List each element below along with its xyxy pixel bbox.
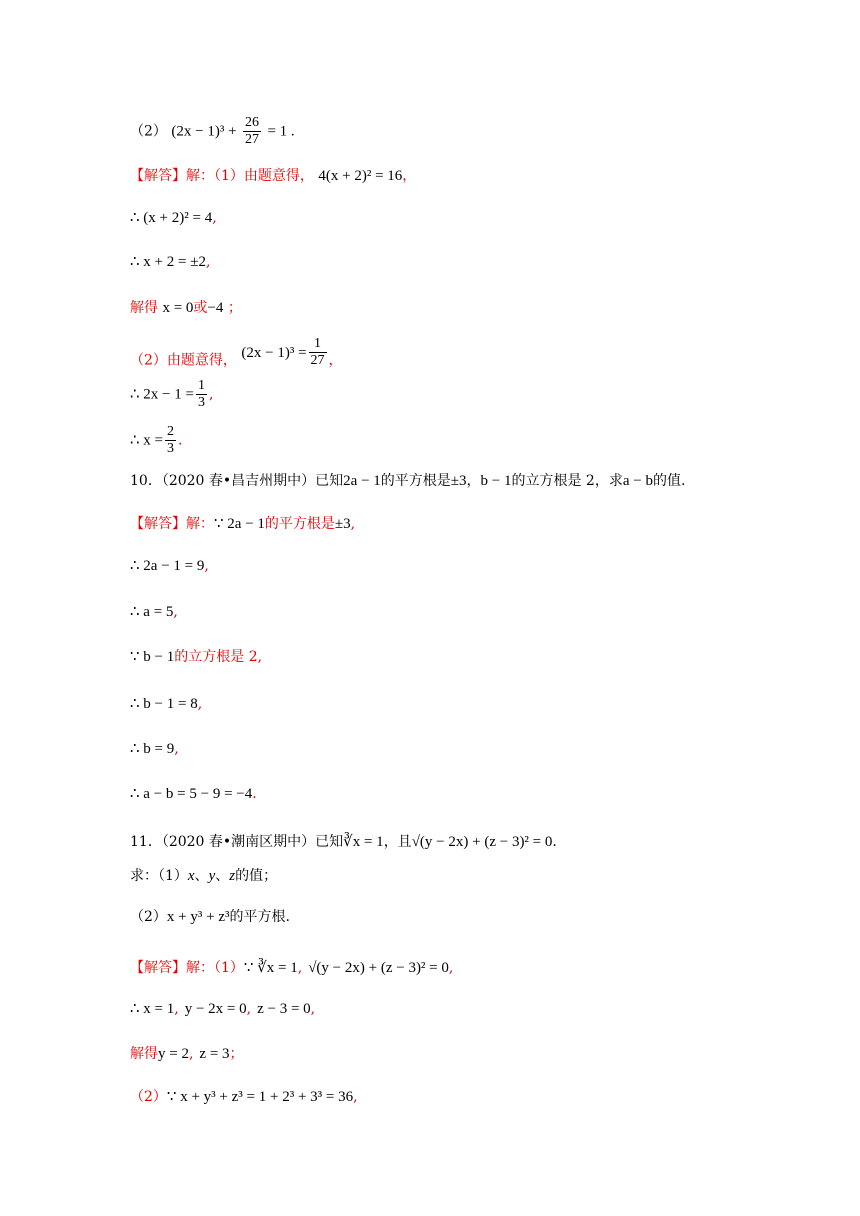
math: ∵ 2a − 1 — [214, 516, 265, 532]
fraction: $\frac{26}{27}$ — [244, 115, 259, 147]
equation: ∴ 2a − 1 = 9 — [130, 558, 205, 574]
text: 的平方根. — [229, 909, 290, 925]
math: 2a − 1 — [343, 473, 381, 489]
answer-10-line-5 — [130, 694, 202, 714]
equation: ∴ (x + 2)² = 4 — [130, 210, 213, 226]
equation: z − 3 = 0 — [257, 1001, 311, 1017]
punct: . — [178, 432, 183, 449]
equation: z = 3 — [199, 1046, 230, 1062]
text: （2）由题意得， — [130, 352, 237, 369]
punct: , — [204, 558, 209, 574]
text: . — [552, 834, 557, 850]
punct: , — [208, 386, 214, 403]
text: 的立方根是 2, — [174, 649, 263, 665]
text: （2） — [130, 1089, 167, 1105]
fraction: $\frac{1}{27}$ — [310, 336, 325, 368]
fraction: $\frac{1}{3}$ — [197, 378, 205, 410]
punct: , — [212, 210, 217, 226]
text: ，且 — [383, 834, 412, 850]
punct: , — [246, 1001, 252, 1017]
question-11-part-2 — [130, 907, 290, 927]
math: z — [229, 868, 236, 884]
equation: ∴ x = 1 — [130, 1001, 175, 1017]
answer-intro: 解： — [186, 516, 214, 532]
punct: ， — [402, 168, 417, 184]
answer-10-line-1 — [130, 514, 355, 534]
text: ， — [466, 473, 481, 489]
math: x — [187, 868, 195, 884]
text: 的平方根是 — [380, 473, 451, 489]
answer-11-line-1 — [130, 958, 453, 978]
part-label: （2） — [130, 123, 167, 140]
text: 、 — [215, 868, 230, 884]
text: （2） — [130, 909, 167, 925]
answer-9-part-2-line-2 — [130, 378, 213, 411]
equation: ∴ x = — [130, 432, 164, 449]
punct: , — [174, 741, 179, 757]
answer-intro: 解：（1）由题意得， — [186, 168, 314, 184]
punct: , — [188, 1046, 194, 1062]
question-9-part-2 — [130, 115, 295, 148]
math: x + y³ + z³ — [166, 909, 230, 925]
text: 、 — [194, 868, 209, 884]
text: 的平方根是 — [264, 516, 335, 532]
math: √(y − 2x) + (z − 3)² = 0 — [411, 834, 553, 850]
text: 10．（2020 春•昌吉州期中）已知 — [130, 473, 344, 489]
equation: 4(x + 2)² = 16 — [318, 168, 403, 184]
punct: , — [174, 1001, 179, 1017]
math: ∛x = 1 — [343, 834, 384, 850]
text: 的立方根是 2，求 — [511, 473, 623, 489]
equation: ∴ a = 5 — [130, 604, 174, 620]
punct: , — [197, 696, 203, 712]
answer-9-line-1 — [130, 166, 416, 186]
math: ∵ ∛x = 1 — [243, 960, 298, 976]
equation: ∴ b − 1 = 8 — [130, 696, 198, 712]
equation: ∴ b = 9 — [130, 741, 175, 757]
punct: , — [350, 516, 356, 532]
answer-tag: 【解答】 — [130, 516, 186, 532]
question-11 — [130, 832, 557, 852]
math: b − 1 — [480, 473, 512, 489]
equation: (2x − 1)³ = — [241, 344, 307, 361]
math: y — [208, 868, 216, 884]
answer-9-line-3 — [130, 252, 210, 272]
punct: , — [353, 1089, 358, 1105]
text: 11．（2020 春•潮南区期中）已知 — [130, 834, 344, 850]
answer-9-line-2 — [130, 208, 217, 228]
equation-rhs: = 1 . — [267, 123, 295, 140]
answer-10-line-4 — [130, 647, 262, 667]
text: 解得 — [130, 1046, 158, 1062]
math: ±3 — [334, 516, 351, 532]
answer-10-line-6 — [130, 739, 179, 759]
punct: , — [173, 604, 178, 620]
math: ±3 — [450, 473, 467, 489]
answer-9-part-2-line-3 — [130, 424, 182, 457]
equation: ∴ x + 2 = ±2 — [130, 254, 206, 270]
punct: ； — [229, 1046, 244, 1062]
math: a − b — [622, 473, 653, 489]
answer-10-line-3 — [130, 602, 178, 622]
punct: ； — [227, 300, 242, 316]
equation: ∴ 2x − 1 = — [130, 386, 194, 403]
answer-11-line-2 — [130, 999, 315, 1019]
question-11-part-1 — [130, 866, 277, 886]
math: √(y − 2x) + (z − 3)² = 0 — [308, 960, 449, 976]
punct: , — [297, 960, 303, 976]
equation: y − 2x = 0 — [184, 1001, 247, 1017]
punct: , — [205, 254, 211, 270]
text: 或 — [193, 300, 208, 316]
answer-11-line-3 — [130, 1044, 244, 1064]
answer-11-line-4 — [130, 1087, 358, 1107]
equation: x = 0 — [162, 300, 194, 316]
equation: −4 — [207, 300, 224, 316]
equation-lhs: (2x − 1)³ + — [171, 123, 237, 140]
answer-9-part-2-line-1 — [130, 336, 343, 377]
equation: ∴ a − b = 5 − 9 = −4 — [130, 786, 253, 802]
answer-10-line-2 — [130, 556, 209, 576]
text: 求：（1） — [130, 868, 188, 884]
punct: , — [448, 960, 454, 976]
answer-10-line-7 — [130, 784, 257, 804]
question-10 — [130, 471, 685, 491]
punct: . — [252, 786, 257, 802]
equation: y = 2 — [158, 1046, 189, 1062]
fraction: $\frac{2}{3}$ — [167, 424, 175, 456]
answer-intro: 解：（1） — [186, 960, 244, 976]
punct: , — [310, 1001, 316, 1017]
answer-tag: 【解答】 — [130, 168, 186, 184]
equation: ∵ x + y³ + z³ = 1 + 2³ + 3³ = 36 — [166, 1089, 354, 1105]
math: ∵ b − 1 — [130, 649, 175, 665]
text: 解得 — [130, 300, 158, 316]
text: 的值. — [652, 473, 686, 489]
punct: ， — [328, 352, 343, 369]
answer-9-line-4 — [130, 298, 242, 318]
answer-tag: 【解答】 — [130, 960, 186, 976]
text: 的值； — [235, 868, 278, 884]
